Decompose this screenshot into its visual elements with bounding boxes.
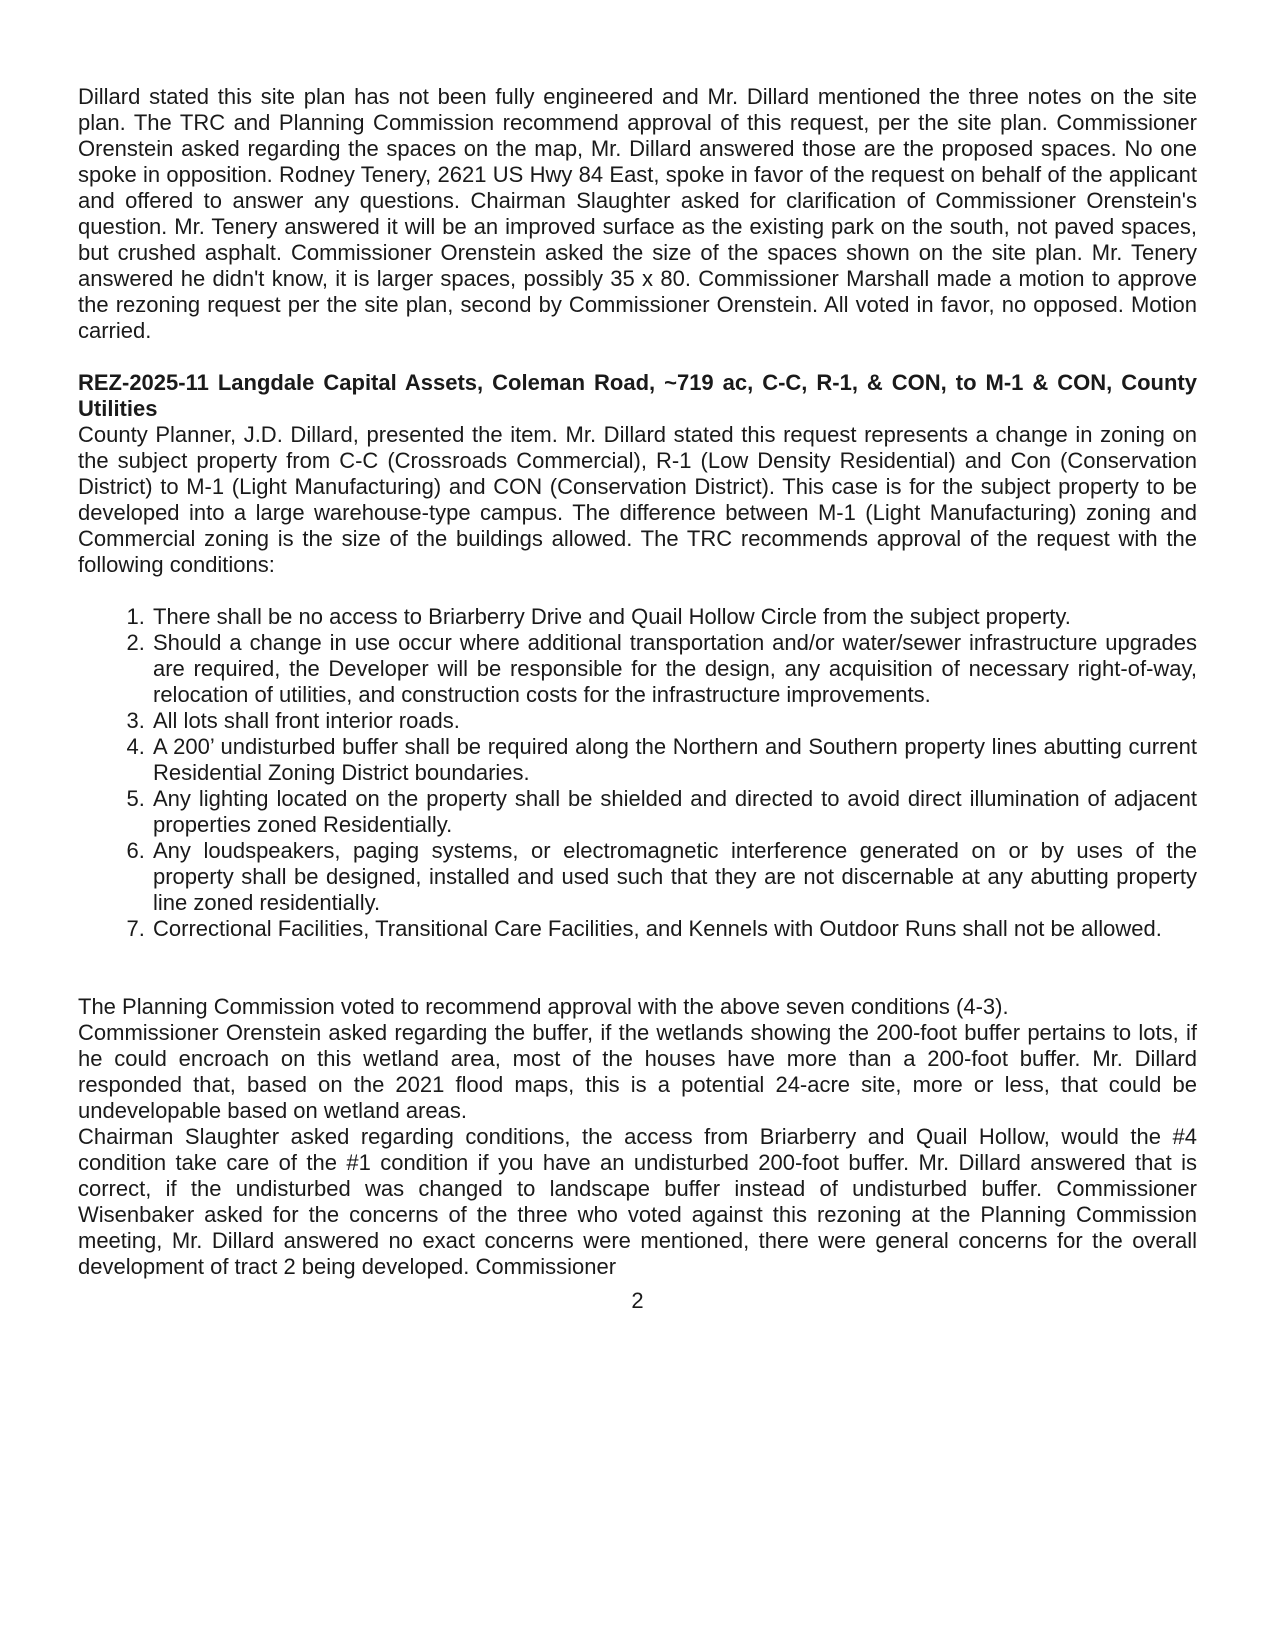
- page-number: 2: [631, 1288, 644, 1313]
- condition-item-7: 7. Correctional Facilities, Transitional Care Facilities, and Kennels with Outdoor Runs shall not be allowed.: [151, 916, 1197, 942]
- section-heading: REZ-2025-11 Langdale Capital Assets, Coleman Road, ~719 ac, C-C, R-1, & CON, to M-1 & CON, County Utilities: [78, 370, 1197, 421]
- condition-item-4: 4. A 200’ undisturbed buffer shall be required along the Northern and Southern property lines abutting current Residential Zoning District boundaries.: [151, 734, 1197, 786]
- paragraph-vote: The Planning Commission voted to recommend approval with the above seven conditions (4-3).: [78, 994, 1009, 1019]
- paragraph-intro: Dillard stated this site plan has not been fully engineered and Mr. Dillard mentioned the three notes on the site plan. The TRC and Planning Commission recommend approval of this request, per the site plan. Commissioner Orenstein asked regarding the spaces on the map, Mr. Dillard answered those are the proposed spaces. No one spoke in opposition. Rodney Tenery, 2621 US Hwy 84 East, spoke in favor of the request on behalf of the applicant and offered to answer any questions. Chairman Slaughter asked for clarification of Commissioner Orenstein's question. Mr. Tenery answered it will be an improved surface as the existing park on the south, not paved spaces, but crushed asphalt. Commissioner Orenstein asked the size of the spaces shown on the site plan. Mr. Tenery answered he didn't know, it is larger spaces, possibly 35 x 80. Commissioner Marshall made a motion to approve the rezoning request per the site plan, second by Commissioner Orenstein. All voted in favor, no opposed. Motion carried.: [78, 84, 1197, 343]
- condition-item-2: 2. Should a change in use occur where additional transportation and/or water/sewer infrastructure upgrades are required, the Developer will be responsible for the design, any acquisition of necessary right-of-way, relocation of utilities, and construction costs for the infrastructure improvements.: [151, 630, 1197, 708]
- paragraph-discussion-1: Commissioner Orenstein asked regarding the buffer, if the wetlands showing the 200-foot buffer pertains to lots, if he could encroach on this wetland area, most of the houses have more than a 200-foot buffer. Mr. Dillard responded that, based on the 2021 flood maps, this is a potential 24-acre site, more or less, that could be undevelopable based on wetland areas.: [78, 1020, 1197, 1123]
- paragraph-discussion-2: Chairman Slaughter asked regarding conditions, the access from Briarberry and Quail Hollow, would the #4 condition take care of the #1 condition if you have an undisturbed 200-foot buffer. Mr. Dillard answered that is correct, if the undisturbed was changed to landscape buffer instead of undisturbed buffer. Commissioner Wisenbaker asked for the concerns of the three who voted against this rezoning at the Planning Commission meeting, Mr. Dillard answered no exact concerns were mentioned, there were general concerns for the overall development of tract 2 being developed. Commissioner: [78, 1124, 1197, 1279]
- condition-item-1: 1. There shall be no access to Briarberry Drive and Quail Hollow Circle from the subject property.: [151, 604, 1197, 630]
- condition-item-5: 5. Any lighting located on the property shall be shielded and directed to avoid direct illumination of adjacent properties zoned Residentially.: [151, 786, 1197, 838]
- conditions-list: [78, 604, 1197, 942]
- condition-item-3: 3. All lots shall front interior roads.: [151, 708, 1197, 734]
- condition-item-6: 6. Any loudspeakers, paging systems, or electromagnetic interference generated on or by uses of the property shall be designed, installed and used such that they are not discernable at any abutting property line zoned residentially.: [151, 838, 1197, 916]
- paragraph-body: County Planner, J.D. Dillard, presented the item. Mr. Dillard stated this request represents a change in zoning on the subject property from C-C (Crossroads Commercial), R-1 (Low Density Residential) and Con (Conservation District) to M-1 (Light Manufacturing) and CON (Conservation District). This case is for the subject property to be developed into a large warehouse-type campus. The difference between M-1 (Light Manufacturing) zoning and Commercial zoning is the size of the buildings allowed. The TRC recommends approval of the request with the following conditions:: [78, 422, 1197, 577]
